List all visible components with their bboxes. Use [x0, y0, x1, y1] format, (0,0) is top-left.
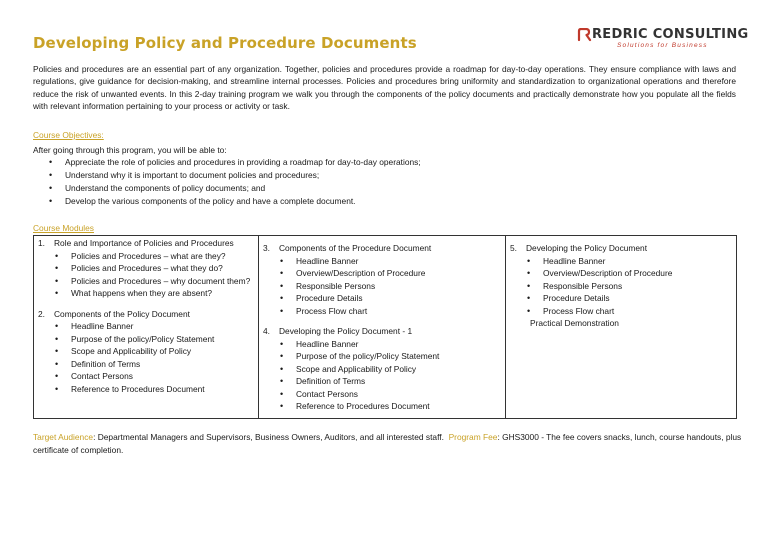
module-3 [259, 242, 505, 317]
module-title: 4. Developing the Policy Document - 1 [263, 326, 413, 336]
modules-column-1 [34, 236, 259, 418]
module-items [506, 255, 738, 318]
objective-item: • Understand the components of policy documents; and [46, 182, 421, 195]
module-item: • Overview/Description of Procedure [259, 267, 505, 280]
module-item: • Policies and Procedures – what they do? [34, 262, 258, 275]
objective-item: • Understand why it is important to document policies and procedures; [46, 169, 421, 182]
module-item: • Purpose of the policy/Policy Statement [259, 350, 505, 363]
objective-item: • Appreciate the role of policies and procedures in providing a roadmap for day-to-day operations; [46, 156, 421, 169]
module-item: • Scope and Applicability of Policy [34, 345, 258, 358]
module-item: • Reference to Procedures Document [259, 400, 505, 413]
module-item: • Process Flow chart [506, 305, 738, 318]
module-title: 1. Role and Importance of Policies and Procedures [38, 238, 234, 248]
modules-table [33, 235, 737, 419]
logo-name: REDRIC CONSULTING [592, 27, 749, 42]
module-item: • What happens when they are absent? [34, 287, 258, 300]
module-title: 3. Components of the Procedure Document [263, 243, 432, 253]
module-items [34, 320, 258, 395]
module-title: 2. Components of the Policy Document [38, 308, 190, 319]
module-item: • Headline Banner [34, 320, 258, 333]
logo-mark-icon [577, 28, 592, 42]
intro-paragraph: Policies and procedures are an essential part of any organization. Together, policies and procedures provide a roadmap for day-to-day operations. They ensure compliance with laws and regulations, give guidance for decision-making, and streamline internal processes. Policies and procedures bring uniformity and standardization to organizational operations and therefore reduce the risk of unwanted events. In this 2-day training program we walk you through the components of the policy documents and practically demonstrate how you populate all the fields with relevant information pertaining to your process or activity or task. [33, 64, 736, 111]
module-item: • Procedure Details [506, 292, 738, 305]
modules-column-3 [506, 236, 738, 418]
module-item: • Purpose of the policy/Policy Statement [34, 333, 258, 346]
module-item: • Process Flow chart [259, 305, 505, 318]
footer-info [33, 431, 743, 457]
module-item: • Definition of Terms [259, 375, 505, 388]
audience-text: : Departmental Managers and Supervisors, Business Owners, Auditors, and all interested staff. [93, 432, 444, 442]
modules-column-2 [259, 236, 506, 418]
module-item: • Headline Banner [259, 255, 505, 268]
module-item: • Policies and Procedures – what are they? [34, 250, 258, 263]
module-item: • Scope and Applicability of Policy [259, 363, 505, 376]
objectives-heading: Course Objectives: [33, 130, 104, 140]
module-1 [34, 237, 258, 300]
objective-item: • Develop the various components of the policy and have a complete document. [46, 195, 421, 208]
logo-tagline: Solutions for Business [617, 42, 708, 49]
company-logo [577, 27, 749, 51]
module-item: • Overview/Description of Procedure [506, 267, 738, 280]
module-item: • Headline Banner [259, 338, 505, 351]
module-item: • Responsible Persons [506, 280, 738, 293]
module-5 [506, 242, 738, 330]
module-2 [34, 308, 258, 396]
module-item: • Contact Persons [34, 370, 258, 383]
module-item: • Contact Persons [259, 388, 505, 401]
modules-heading: Course Modules [33, 223, 94, 233]
module-items [259, 255, 505, 318]
audience-label: Target Audience [33, 432, 94, 442]
module-item: • Reference to Procedures Document [34, 383, 258, 396]
module-item: • Definition of Terms [34, 358, 258, 371]
module-item: • Procedure Details [259, 292, 505, 305]
module-title: 5. Developing the Policy Document [510, 243, 648, 253]
module-item: • Policies and Procedures – why document them? [34, 275, 258, 288]
page-title: Developing Policy and Procedure Documents [33, 34, 417, 52]
practical-demonstration: Practical Demonstration [530, 318, 619, 328]
fee-text: : GHS3000 - The fee covers snacks, lunch, course handouts, plus certificate of completion. [33, 432, 742, 455]
module-item: • Responsible Persons [259, 280, 505, 293]
fee-label: Program Fee [448, 432, 498, 442]
module-4 [259, 325, 505, 413]
objectives-lead: After going through this program, you will be able to: [33, 145, 227, 155]
objectives-list [46, 156, 421, 208]
module-items [259, 338, 505, 413]
module-item: • Headline Banner [506, 255, 738, 268]
module-items [34, 250, 258, 300]
